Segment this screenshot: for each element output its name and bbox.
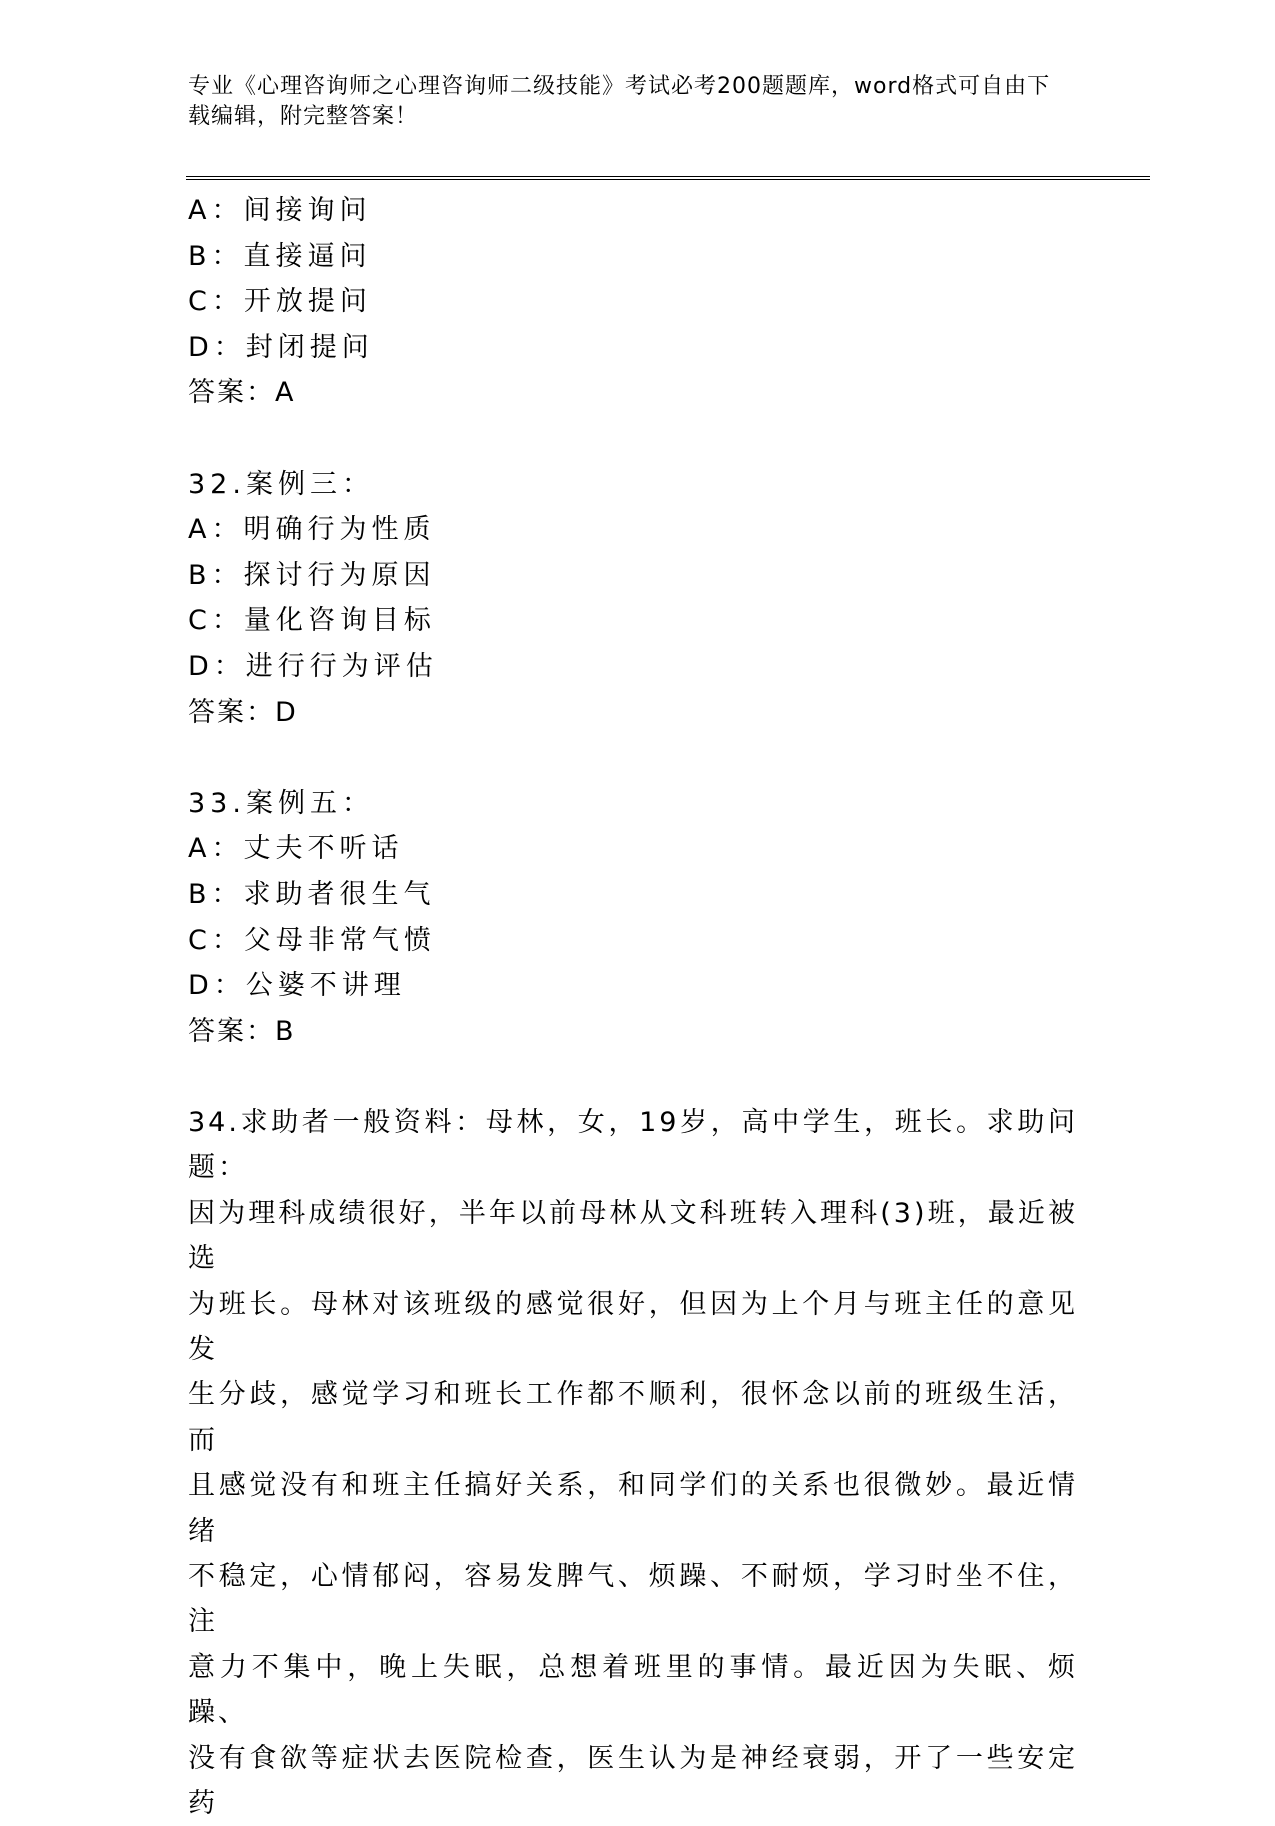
paragraph-line: 意力不集中，晚上失眠，总想着班里的事情。最近因为失眠、烦躁、: [188, 1651, 1078, 1729]
option-c: C：父母非常气愤: [188, 924, 436, 956]
answer-line: 答案：B: [188, 1015, 296, 1047]
paragraph-line: 不稳定，心情郁闷，容易发脾气、烦躁、不耐烦，学习时坐不住，注: [188, 1560, 1078, 1638]
option-a: A：间接询问: [188, 195, 372, 226]
option-b: B：探讨行为原因: [188, 559, 436, 591]
option-b: B：求助者很生气: [188, 878, 436, 910]
option-a: A：丈夫不听话: [188, 833, 404, 865]
option-c: C：开放提问: [188, 286, 372, 318]
question-34: [188, 1100, 1078, 1826]
paragraph-line: 为班长。母林对该班级的感觉很好，但因为上个月与班主任的意见发: [188, 1288, 1078, 1365]
option-c: C：量化咨询目标: [188, 605, 436, 637]
paragraph-line: 且感觉没有和班主任搞好关系，和同学们的关系也很微妙。最近情绪: [188, 1470, 1078, 1547]
spacer: [188, 416, 1088, 462]
paragraph-line: 因为理科成绩很好，半年以前母林从文科班转入理科(3)班，最近被选: [188, 1197, 1078, 1275]
question-31: [188, 188, 1088, 416]
option-d: D：进行行为评估: [188, 650, 438, 682]
option-d: D：封闭提问: [188, 331, 374, 363]
header-divider: [186, 176, 1150, 180]
document-header: 专业《心理咨询师之心理咨询师二级技能》考试必考200题题库，word格式可自由下载编辑，附完整答案！: [188, 74, 1051, 129]
paragraph-line: 34.求助者一般资料：母林，女，19岁，高中学生，班长。求助问题：: [188, 1106, 1078, 1184]
paragraph-line: 没有食欲等症状去医院检查，医生认为是神经衰弱，开了一些安定药: [188, 1742, 1078, 1819]
paragraph-line: 生分歧，感觉学习和班长工作都不顺利，很怀念以前的班级生活，而: [188, 1379, 1078, 1456]
option-d: D：公婆不讲理: [188, 970, 406, 1002]
option-b: B：直接逼问: [188, 240, 372, 272]
question-title: 33.案例五：: [188, 787, 374, 819]
question-title: 32.案例三：: [188, 468, 374, 500]
answer-line: 答案：A: [188, 377, 296, 409]
answer-line: 答案：D: [188, 696, 298, 728]
question-32: [188, 462, 1088, 736]
option-a: A：明确行为性质: [188, 514, 436, 546]
question-content: [188, 188, 1088, 1826]
spacer: [188, 1054, 1088, 1100]
question-33: [188, 781, 1088, 1055]
spacer: [188, 735, 1088, 781]
